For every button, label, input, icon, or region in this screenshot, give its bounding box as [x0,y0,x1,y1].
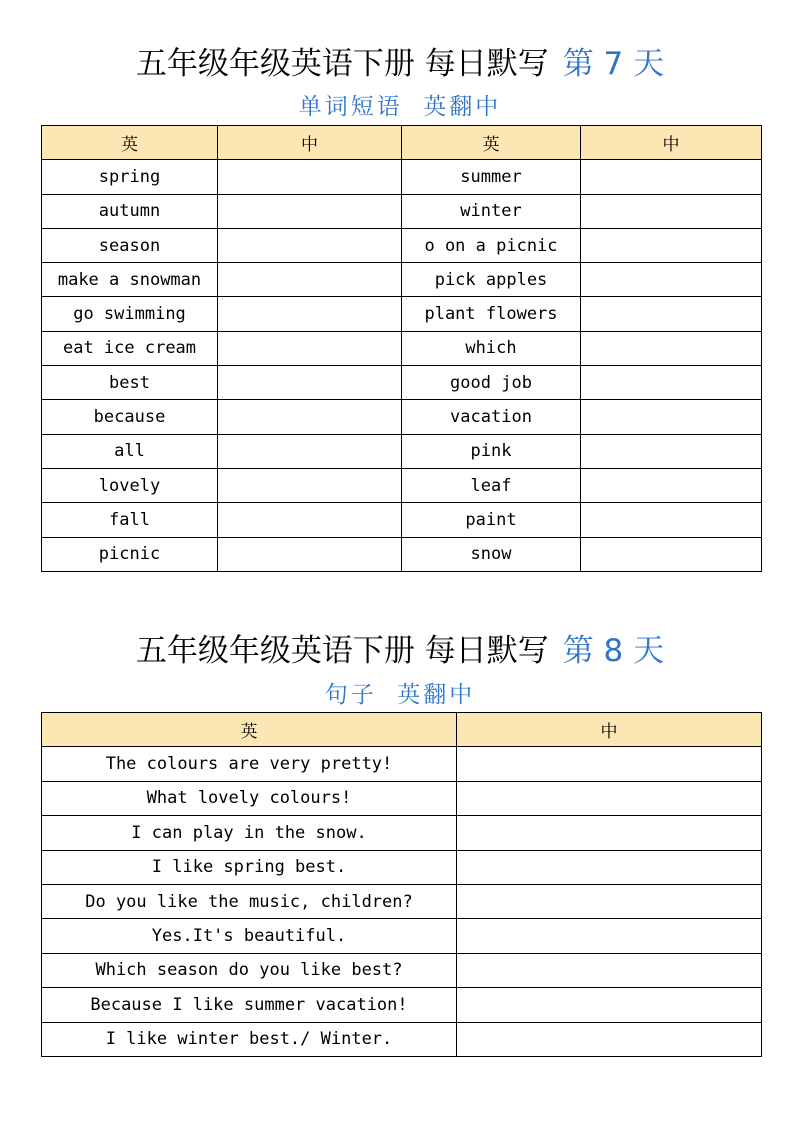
answer-blank-right[interactable] [581,331,762,365]
answer-blank-right[interactable] [581,228,762,262]
word-english-left: autumn [42,194,218,228]
word-english-right: plant flowers [402,297,581,331]
table-row [42,366,762,400]
answer-blank[interactable] [457,988,762,1022]
answer-blank-left[interactable] [218,400,402,434]
answer-blank[interactable] [457,850,762,884]
sentence-english: Because I like summer vacation! [42,988,457,1022]
table-row [42,1022,762,1056]
day8-sentence-table [41,712,762,1057]
day8-title [0,631,800,671]
word-english-right: pick apples [402,263,581,297]
answer-blank-left[interactable] [218,503,402,537]
header-english-left: 英 [42,126,218,160]
word-english-left: picnic [42,537,218,571]
header-chinese-left: 中 [218,126,402,160]
answer-blank-right[interactable] [581,194,762,228]
word-english-right: good job [402,366,581,400]
sentence-english: I like spring best. [42,850,457,884]
word-english-left: spring [42,160,218,194]
answer-blank-left[interactable] [218,434,402,468]
day7-subtitle: 单词短语 英翻中 [298,94,502,120]
table-row [42,194,762,228]
table-row [42,884,762,918]
sentence-english: I like winter best./ Winter. [42,1022,457,1056]
sentence-english: The colours are very pretty! [42,747,457,781]
answer-blank-left[interactable] [218,297,402,331]
table-row [42,160,762,194]
sentence-english: I can play in the snow. [42,816,457,850]
table-row [42,468,762,502]
answer-blank-left[interactable] [218,263,402,297]
answer-blank-left[interactable] [218,537,402,571]
day7-title-text: 五年级年级英语下册 每日默写 [135,46,549,82]
word-english-left: go swimming [42,297,218,331]
answer-blank-left[interactable] [218,468,402,502]
day8-title-text: 五年级年级英语下册 每日默写 [135,633,549,669]
sentence-english: Do you like the music, children? [42,884,457,918]
table-row [42,228,762,262]
answer-blank[interactable] [457,953,762,987]
table-row [42,434,762,468]
day7-day-label: 第 7 天 [562,46,665,82]
table-row [42,297,762,331]
word-english-left: season [42,228,218,262]
word-english-left: because [42,400,218,434]
table-row [42,953,762,987]
answer-blank-right[interactable] [581,468,762,502]
table-row [42,919,762,953]
table-row [42,850,762,884]
answer-blank[interactable] [457,747,762,781]
table-row [42,263,762,297]
header-chinese: 中 [457,713,762,747]
word-english-right: paint [402,503,581,537]
table-row [42,988,762,1022]
day7-title [0,44,800,84]
table-row [42,816,762,850]
word-english-right: vacation [402,400,581,434]
answer-blank[interactable] [457,919,762,953]
answer-blank-right[interactable] [581,263,762,297]
answer-blank-right[interactable] [581,537,762,571]
table-row [42,747,762,781]
sentence-english: What lovely colours! [42,781,457,815]
answer-blank-right[interactable] [581,503,762,537]
day8-subtitle: 句子 英翻中 [324,682,476,708]
day7-vocab-table [41,125,762,572]
day8-day-label: 第 8 天 [562,633,665,669]
word-english-right: which [402,331,581,365]
answer-blank[interactable] [457,884,762,918]
answer-blank-right[interactable] [581,400,762,434]
table-row [42,503,762,537]
answer-blank-left[interactable] [218,194,402,228]
word-english-left: eat ice cream [42,331,218,365]
answer-blank-right[interactable] [581,160,762,194]
table-row [42,331,762,365]
word-english-left: best [42,366,218,400]
answer-blank-right[interactable] [581,434,762,468]
header-english-right: 英 [402,126,581,160]
header-chinese-right: 中 [581,126,762,160]
answer-blank-left[interactable] [218,228,402,262]
word-english-right: pink [402,434,581,468]
answer-blank-left[interactable] [218,160,402,194]
answer-blank[interactable] [457,1022,762,1056]
word-english-right: leaf [402,468,581,502]
word-english-left: make a snowman [42,263,218,297]
word-english-left: all [42,434,218,468]
header-english: 英 [42,713,457,747]
table-row [42,400,762,434]
answer-blank-left[interactable] [218,366,402,400]
word-english-right: summer [402,160,581,194]
table-row [42,781,762,815]
word-english-right: o on a picnic [402,228,581,262]
table-header-row [42,126,762,160]
table-header-row [42,713,762,747]
word-english-left: lovely [42,468,218,502]
table-row [42,537,762,571]
answer-blank-right[interactable] [581,366,762,400]
answer-blank[interactable] [457,781,762,815]
answer-blank-right[interactable] [581,297,762,331]
answer-blank-left[interactable] [218,331,402,365]
sentence-english: Yes.It's beautiful. [42,919,457,953]
word-english-left: fall [42,503,218,537]
answer-blank[interactable] [457,816,762,850]
word-english-right: snow [402,537,581,571]
sentence-english: Which season do you like best? [42,953,457,987]
word-english-right: winter [402,194,581,228]
